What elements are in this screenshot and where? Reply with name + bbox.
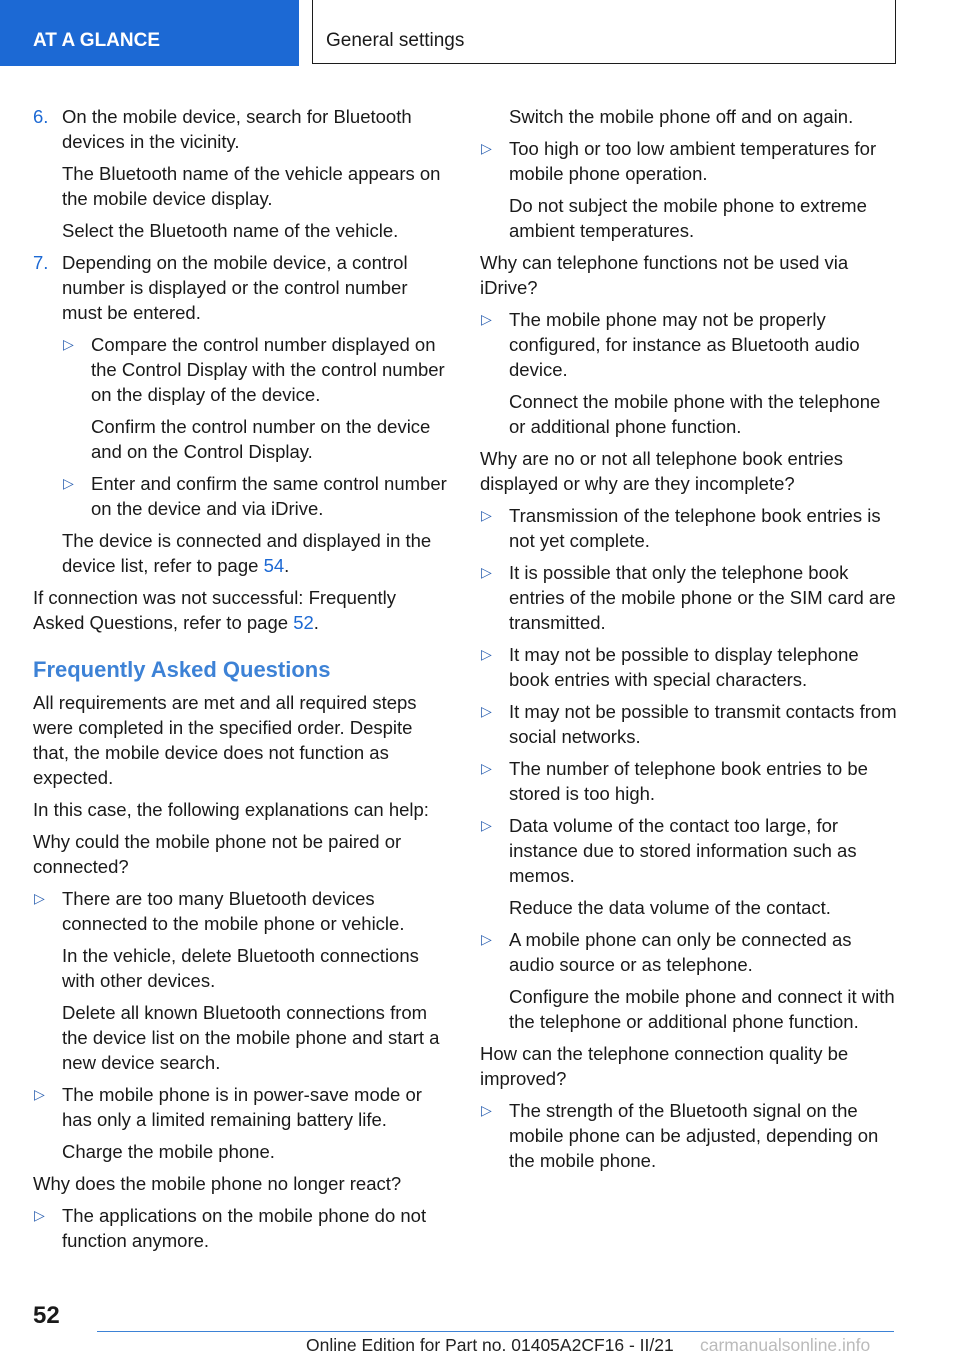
triangle-bullet-icon: ▷ <box>63 475 74 491</box>
paragraph: Select the Bluetooth name of the vehicle. <box>62 220 399 241</box>
paragraph: The device is connected and displayed in the device list, refer to page 54. <box>62 530 432 576</box>
list-item: ▷ Enter and confirm the same control number on the device and via iDrive. <box>63 473 447 519</box>
list-item: ▷ It may not be possible to transmit contacts from social networks. <box>481 701 897 747</box>
paragraph: In this case, the following explanations can help: <box>33 799 429 820</box>
paragraph: Reduce the data volume of the contact. <box>509 897 831 918</box>
paragraph: In the vehicle, delete Bluetooth connections with other devices. <box>62 945 419 991</box>
section-heading: Frequently Asked Questions <box>33 657 331 682</box>
triangle-bullet-icon: ▷ <box>34 1086 45 1102</box>
step-text: Depending on the mobile device, a control number is displayed or the control number must be entered. <box>62 252 408 323</box>
chapter-title: General settings <box>326 30 465 51</box>
list-item: ▷ A mobile phone can only be connected as audio source or as telephone. <box>481 929 852 975</box>
paragraph: The Bluetooth name of the vehicle appears on the mobile device display. <box>62 163 441 209</box>
paragraph: Configure the mobile phone and connect it with the telephone or additional phone function. <box>509 986 895 1032</box>
step-number: 6. <box>33 106 49 127</box>
question: Why does the mobile phone no longer react? <box>33 1173 402 1194</box>
section-tab <box>0 0 299 66</box>
question: Why are no or not all telephone book entries displayed or why are they incomplete? <box>480 448 844 494</box>
paragraph: Switch the mobile phone off and on again. <box>509 106 854 127</box>
paragraph: Connect the mobile phone with the telephone or additional phone function. <box>509 391 881 437</box>
question: How can the telephone connection quality be improved? <box>480 1043 849 1089</box>
list-item: ▷ It is possible that only the telephone book entries of the mobile phone or the SIM card are transmitted. <box>481 562 896 633</box>
list-item: ▷ Too high or too low ambient temperatures for mobile phone operation. <box>481 138 877 184</box>
triangle-bullet-icon: ▷ <box>481 140 492 156</box>
question: Why could the mobile phone not be paired or connected? <box>33 831 402 877</box>
list-item: ▷ It may not be possible to display telephone book entries with special characters. <box>481 644 859 690</box>
paragraph: Delete all known Bluetooth connections from the device list on the mobile phone and start a new device search. <box>62 1002 440 1073</box>
edition-text: Online Edition for Part no. 01405A2CF16 - II/21 <box>306 1335 674 1355</box>
paragraph: Confirm the control number on the device and on the Control Display. <box>91 416 431 462</box>
step-7 <box>33 250 449 325</box>
triangle-bullet-icon: ▷ <box>481 760 492 776</box>
triangle-bullet-icon: ▷ <box>481 817 492 833</box>
list-item: ▷ There are too many Bluetooth devices connected to the mobile phone or vehicle. <box>34 888 405 934</box>
list-item: ▷ The strength of the Bluetooth signal on the mobile phone can be adjusted, depending on the mobile phone. <box>481 1100 879 1171</box>
left-column <box>33 104 449 1260</box>
list-item: ▷ Data volume of the contact too large, for instance due to stored information such as memos. <box>481 815 857 886</box>
triangle-bullet-icon: ▷ <box>63 336 74 352</box>
right-column <box>480 104 900 1180</box>
triangle-bullet-icon: ▷ <box>481 703 492 719</box>
triangle-bullet-icon: ▷ <box>34 1207 45 1223</box>
list-item: ▷ Transmission of the telephone book entries is not yet complete. <box>481 505 881 551</box>
page-link[interactable]: 54 <box>263 555 285 576</box>
question: Why can telephone functions not be used via iDrive? <box>480 252 849 298</box>
triangle-bullet-icon: ▷ <box>481 311 492 327</box>
page-number: 52 <box>33 1302 60 1329</box>
page-link[interactable]: 52 <box>293 612 314 633</box>
triangle-bullet-icon: ▷ <box>481 646 492 662</box>
list-item: ▷ The number of telephone book entries to be stored is too high. <box>481 758 868 804</box>
paragraph: Charge the mobile phone. <box>62 1141 275 1162</box>
paragraph: All requirements are met and all required steps were completed in the specified order. Despite that, the mobile device does not function as expected. <box>33 692 417 788</box>
triangle-bullet-icon: ▷ <box>481 931 492 947</box>
list-item: ▷ Compare the control number displayed on the Control Display with the control number on the display of the device. <box>63 334 445 405</box>
triangle-bullet-icon: ▷ <box>481 507 492 523</box>
step-6 <box>33 104 449 154</box>
step-number: 7. <box>33 252 49 273</box>
footer-divider <box>97 1331 894 1332</box>
triangle-bullet-icon: ▷ <box>34 890 45 906</box>
chapter-header <box>312 0 896 64</box>
section-title: AT A GLANCE <box>33 30 161 51</box>
paragraph: If connection was not successful: Frequently Asked Questions, refer to page 52. <box>33 587 396 633</box>
list-item: ▷ The mobile phone may not be properly configured, for instance as Bluetooth audio device. <box>481 309 860 380</box>
triangle-bullet-icon: ▷ <box>481 1102 492 1118</box>
step-text: On the mobile device, search for Bluetooth devices in the vicinity. <box>62 106 412 152</box>
list-item: ▷ The mobile phone is in power-save mode or has only a limited remaining battery life. <box>34 1084 422 1130</box>
triangle-bullet-icon: ▷ <box>481 564 492 580</box>
watermark: carmanualsonline.info <box>700 1335 871 1355</box>
list-item: ▷ The applications on the mobile phone do not function anymore. <box>34 1205 427 1251</box>
paragraph: Do not subject the mobile phone to extreme ambient temperatures. <box>509 195 867 241</box>
